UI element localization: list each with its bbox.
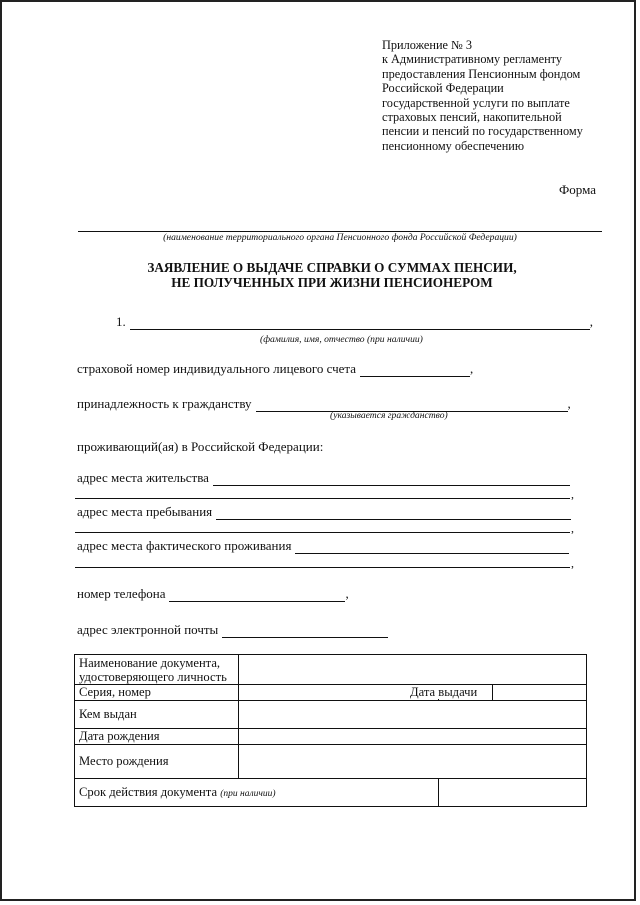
annex-line: Приложение № 3 — [382, 38, 473, 52]
issue-date-label-text: Дата выдачи — [406, 685, 477, 699]
snils-field[interactable] — [360, 363, 470, 377]
residence-row — [77, 470, 570, 486]
snils-label: страховой номер индивидуального лицевого счета — [77, 361, 357, 376]
doc-name-label-line: удостоверяющего личность — [79, 669, 227, 684]
comma: , — [567, 396, 571, 411]
comma: , — [470, 361, 474, 376]
org-name-hint: (наименование территориального органа Пенсионного фонда Российской Федерации) — [163, 232, 517, 243]
fio-hint: (фамилия, имя, отчество (при наличии) — [260, 334, 423, 345]
annex-line: пенсионному обеспечению — [382, 138, 525, 153]
validity-label-text: Срок действия документа — [79, 785, 218, 799]
residence-label: адрес места жительства — [77, 470, 209, 485]
table-row — [75, 779, 587, 807]
table-row — [75, 701, 587, 729]
email-field[interactable] — [222, 624, 388, 638]
residing-row — [77, 439, 323, 455]
series-label: Серия, номер — [75, 685, 239, 701]
validity-field[interactable] — [439, 779, 587, 807]
title-line: НЕ ПОЛУЧЕННЫХ ПРИ ЖИЗНИ ПЕНСИОНЕРОМ — [171, 275, 493, 290]
annex-line: пенсии и пенсий по государственному — [382, 124, 583, 139]
actual-label: адрес места фактического проживания — [77, 538, 292, 553]
comma: , — [571, 487, 574, 501]
phone-label: номер телефона — [77, 586, 166, 601]
title-line: ЗАЯВЛЕНИЕ О ВЫДАЧЕ СПРАВКИ О СУММАХ ПЕНСИИ, — [147, 260, 517, 275]
birth-place-label: Место рождения — [75, 745, 239, 779]
identity-document-table — [74, 654, 587, 807]
annex-header — [382, 38, 618, 153]
stay-field[interactable] — [216, 506, 571, 520]
issue-date-label — [410, 685, 493, 701]
validity-label — [75, 779, 439, 807]
annex-line: к Административному регламенту — [382, 52, 563, 67]
doc-name-field[interactable] — [239, 655, 587, 685]
annex-line: Российской Федерации — [382, 81, 504, 96]
annex-line: государственной услуги по выплате — [382, 95, 570, 110]
email-label: адрес электронной почты — [77, 622, 219, 637]
birth-date-label: Дата рождения — [75, 729, 239, 745]
issued-by-field[interactable] — [239, 701, 587, 729]
form-title — [62, 260, 602, 290]
birth-date-field[interactable] — [239, 729, 587, 745]
item-number: 1. — [116, 314, 126, 329]
doc-name-label — [75, 655, 239, 685]
email-row — [77, 622, 388, 638]
birth-place-field[interactable] — [239, 745, 587, 779]
stay-row — [77, 504, 571, 520]
table-row — [75, 685, 587, 701]
annex-line: страховых пенсий, накопительной — [382, 110, 562, 125]
annex-line: предоставления Пенсионным фондом — [382, 66, 581, 81]
comma: , — [571, 521, 574, 535]
table-row — [75, 655, 587, 685]
comma: , — [345, 586, 349, 601]
table-row — [75, 745, 587, 779]
phone-field[interactable] — [169, 588, 345, 602]
validity-hint: (при наличии) — [220, 789, 276, 799]
phone-row — [77, 586, 349, 602]
stay-field-line2[interactable] — [75, 532, 570, 533]
residing-label: проживающий(ая) в Российской Федерации: — [77, 439, 324, 454]
fio-row — [116, 314, 593, 330]
table-row — [75, 729, 587, 745]
comma: , — [571, 556, 574, 570]
issued-by-label: Кем выдан — [75, 701, 239, 729]
stay-label: адрес места пребывания — [77, 504, 213, 519]
fio-field[interactable] — [130, 316, 590, 330]
comma: , — [589, 314, 593, 329]
doc-name-label-line: Наименование документа, — [79, 655, 221, 670]
issue-date-field[interactable] — [493, 685, 587, 701]
actual-field-line2[interactable] — [75, 567, 570, 568]
snils-row — [77, 361, 473, 377]
citizenship-row — [77, 396, 571, 412]
actual-row — [77, 538, 569, 554]
actual-field[interactable] — [295, 540, 569, 554]
residence-field-line2[interactable] — [75, 498, 570, 499]
citizenship-label: принадлежность к гражданству — [77, 396, 252, 411]
residence-field[interactable] — [213, 472, 570, 486]
form-label: Форма — [559, 182, 596, 197]
citizenship-hint: (указывается гражданство) — [330, 410, 448, 421]
